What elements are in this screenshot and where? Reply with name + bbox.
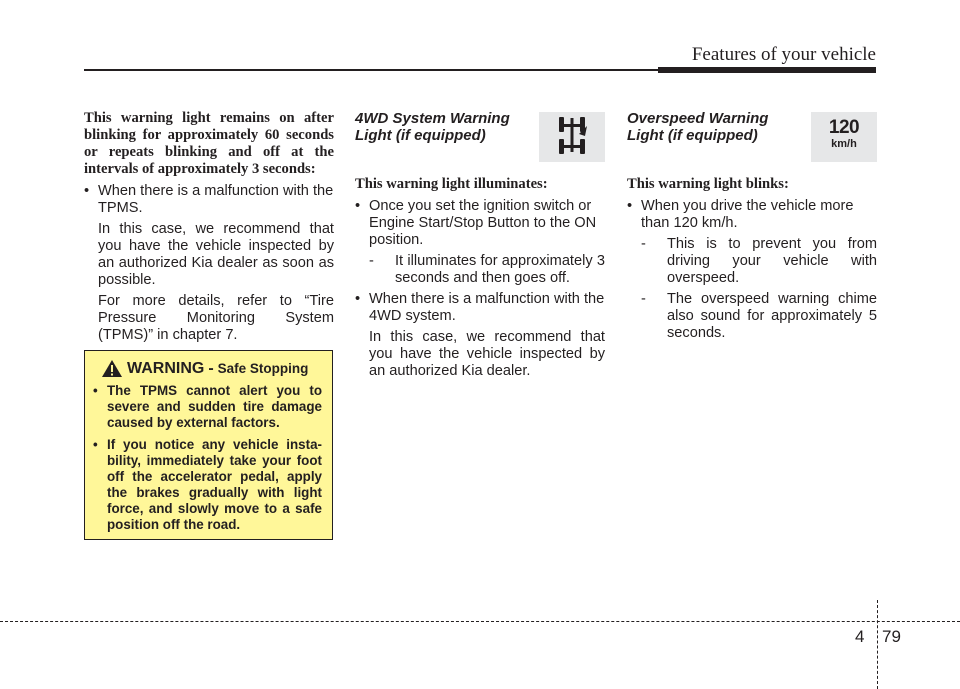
4wd-section-title	[355, 110, 535, 144]
4wd-sub-text: It illuminates for approximately 3 seconds and then goes off.	[395, 253, 605, 286]
tpms-reference: For more details, refer to “Tire Pressure Monitoring System (TPMS)” in chapter 7.	[98, 293, 334, 343]
overspeed-title-line1: Overspeed Warning	[627, 110, 769, 127]
overspeed-title-line2: Light (if equipped)	[627, 127, 758, 144]
4wd-paragraph: In this case, we recommend that you have the vehicle inspected by an authorized Kia dealer.	[369, 329, 605, 379]
tpms-paragraph: In this case, we recommend that you have the vehicle inspected by an authorized Kia dealer as soon as possible.	[98, 221, 334, 288]
4wd-section-header	[355, 110, 605, 162]
dash-marker: -	[641, 236, 646, 252]
bullet-marker: •	[84, 183, 90, 199]
warning-title: WARNING	[127, 359, 205, 377]
overspeed-lead: This warning light blinks:	[627, 176, 789, 192]
footer-divider	[877, 600, 878, 689]
overspeed-section-header	[627, 110, 877, 162]
middle-column	[355, 110, 605, 384]
tpms-bullet-text: When there is a malfunction with the TPMS.	[98, 183, 334, 216]
tpms-bullet-list	[84, 183, 334, 344]
page-number: 79	[882, 627, 901, 646]
tpms-intro: This warning light remains on after blinking for approximately 60 seconds or repeats blinking and off at the intervals of approximately 3 seconds:	[84, 110, 334, 177]
bullet-marker: •	[355, 291, 361, 307]
4wd-drivetrain-icon	[552, 112, 592, 160]
bullet-marker: •	[355, 198, 361, 214]
overspeed-sub-text: The overspeed warning chime also sound for approximately 5 seconds.	[667, 291, 877, 341]
footer-rule	[0, 621, 960, 622]
list-item	[93, 383, 322, 431]
overspeed-icon-value: 120	[828, 117, 860, 138]
warning-list	[93, 383, 322, 533]
warning-item-text: The TPMS cannot alert you to severe and sudden tire damage caused by external factors.	[107, 383, 322, 430]
warning-box	[84, 350, 333, 540]
4wd-title-line2: Light (if equipped)	[355, 127, 486, 144]
header-rule-accent	[658, 67, 876, 73]
4wd-bullet-text: Once you set the ignition switch or Engine Start/Stop Button to the ON position.	[369, 198, 597, 248]
overspeed-section-title	[627, 110, 807, 144]
4wd-title-line1: 4WD System Warning	[355, 110, 510, 127]
overspeed-bullet-list	[627, 198, 877, 342]
left-column	[84, 110, 334, 348]
list-item	[627, 198, 877, 342]
4wd-icon-box	[539, 112, 605, 162]
warning-header	[101, 359, 322, 378]
overspeed-sub-item	[641, 236, 877, 287]
list-item	[355, 198, 605, 287]
warning-subtitle: Safe Stopping	[217, 361, 309, 376]
bullet-marker: •	[93, 437, 98, 452]
4wd-bullet-text: When there is a malfunction with the 4WD system.	[369, 291, 605, 324]
list-item	[84, 183, 334, 344]
overspeed-sub-item	[641, 291, 877, 342]
4wd-sub-item	[369, 253, 605, 287]
right-column	[627, 110, 877, 346]
warning-separator: -	[208, 359, 214, 377]
overspeed-icon-unit: km/h	[831, 138, 857, 150]
dash-marker: -	[641, 291, 646, 307]
header-rule	[84, 69, 658, 71]
4wd-bullet-list	[355, 198, 605, 380]
warning-triangle-icon	[101, 359, 123, 378]
overspeed-icon	[811, 112, 877, 162]
list-item	[355, 291, 605, 380]
chapter-number: 4	[855, 627, 865, 646]
overspeed-bullet-text: When you drive the vehicle more than 120 km/h.	[641, 198, 854, 231]
4wd-lead: This warning light illuminates:	[355, 176, 548, 192]
page-header-title: Features of your vehicle	[691, 44, 876, 65]
bullet-marker: •	[93, 383, 98, 398]
dash-marker: -	[369, 253, 374, 269]
list-item	[93, 437, 322, 533]
overspeed-sub-text: This is to prevent you from driving your vehicle with overspeed.	[667, 236, 877, 286]
bullet-marker: •	[627, 198, 633, 214]
warning-item-text: If you notice any vehicle insta-bility, immediately take your foot off the accelerator pedal, apply the brakes gradually with light force, and slowly move to a safe position off the road.	[107, 437, 322, 532]
